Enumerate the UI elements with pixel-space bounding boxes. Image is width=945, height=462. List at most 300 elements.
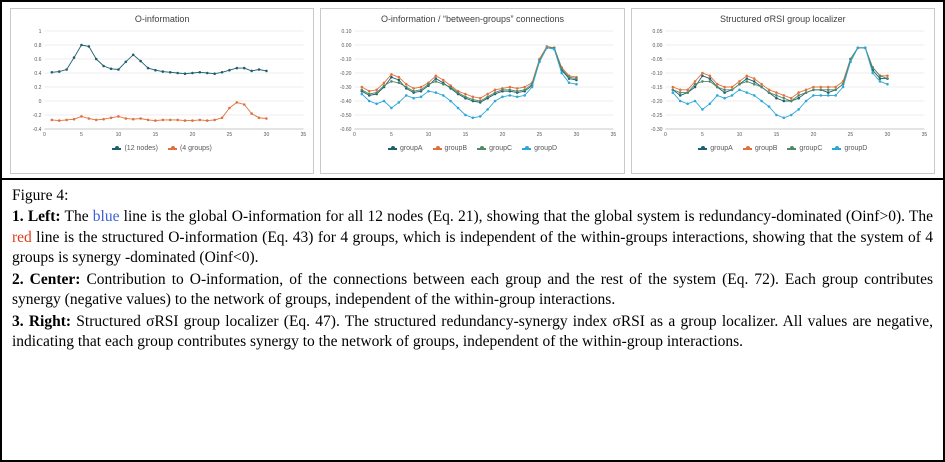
series-marker [450, 100, 453, 103]
y-tick-label: -0.20 [340, 71, 352, 78]
series-marker [886, 83, 889, 86]
series-marker [206, 72, 209, 75]
legend-label: groupA [399, 145, 423, 152]
series-marker [250, 112, 253, 115]
series-marker [730, 89, 733, 92]
series-marker [147, 119, 150, 122]
x-tick-label: 35 [300, 131, 307, 139]
series-marker [804, 91, 807, 94]
series-marker [730, 86, 733, 89]
series-marker [236, 101, 239, 104]
series-marker [132, 54, 135, 57]
y-tick-label: 0.2 [34, 85, 42, 92]
series-marker [760, 100, 763, 103]
series-marker [568, 82, 571, 85]
series-marker [797, 94, 800, 97]
series-line [362, 48, 577, 118]
y-tick-label: -0.2 [32, 113, 42, 120]
series-marker [561, 72, 564, 75]
x-tick-label: 0 [663, 131, 667, 139]
series-marker [117, 115, 120, 118]
series-marker [738, 89, 741, 92]
caption-paragraph-left [12, 207, 933, 268]
legend-swatch [388, 148, 397, 150]
series-marker [361, 93, 364, 96]
series-marker [804, 100, 807, 103]
series-marker [464, 114, 467, 117]
x-tick-label: 25 [847, 131, 853, 139]
y-tick-label: 0.8 [34, 43, 42, 50]
series-marker [398, 79, 401, 82]
x-tick-label: 15 [773, 131, 779, 139]
y-tick-label: 0.05 [652, 29, 663, 36]
series-marker [250, 70, 253, 73]
y-tick-label: -0.05 [650, 57, 663, 64]
series-marker [834, 94, 837, 97]
series-marker [413, 97, 416, 100]
series-marker [864, 47, 867, 50]
legend-swatch [112, 148, 121, 150]
series-marker [775, 97, 778, 100]
series-marker [716, 83, 719, 86]
y-tick-label: -0.30 [650, 127, 663, 134]
series-marker [753, 80, 756, 83]
legend-label: groupB [754, 145, 778, 152]
series-marker [435, 91, 438, 94]
x-tick-label: 20 [189, 131, 196, 139]
y-tick-label: -0.10 [340, 57, 352, 64]
series-marker [568, 76, 571, 79]
series-marker [775, 94, 778, 97]
series-marker [199, 119, 202, 122]
series-marker [368, 90, 371, 93]
x-tick-label: 0 [43, 131, 46, 139]
series-line [52, 45, 267, 74]
series-marker [827, 91, 830, 94]
series-marker [745, 77, 748, 80]
series-marker [782, 94, 785, 97]
series-marker [516, 87, 519, 90]
series-marker [886, 75, 889, 78]
series-marker [827, 89, 830, 92]
chart-center-svg [325, 25, 619, 143]
series-marker [132, 118, 135, 121]
series-marker [487, 96, 490, 99]
chart-left-svg [15, 25, 309, 143]
series-marker [479, 100, 482, 103]
series-marker [790, 114, 793, 117]
y-tick-label: -0.60 [340, 127, 352, 134]
series-marker [162, 70, 165, 73]
series-marker [841, 86, 844, 89]
series-marker [258, 68, 261, 71]
series-marker [782, 97, 785, 100]
series-marker [812, 86, 815, 89]
series-marker [58, 119, 61, 122]
series-marker [368, 100, 371, 103]
legend-label: groupD [534, 145, 558, 152]
series-marker [487, 93, 490, 96]
series-marker [361, 86, 364, 89]
x-tick-label: 15 [462, 131, 469, 139]
y-tick-label: -0.20 [650, 99, 663, 106]
series-marker [693, 100, 696, 103]
series-marker [745, 91, 748, 94]
series-marker [716, 94, 719, 97]
series-marker [383, 84, 386, 87]
series-marker [723, 89, 726, 92]
series-marker [730, 94, 733, 97]
x-tick-label: 35 [921, 131, 927, 139]
series-marker [95, 119, 98, 122]
series-marker [243, 103, 246, 106]
series-marker [442, 79, 445, 82]
legend-label: groupD [844, 145, 868, 152]
series-marker [420, 89, 423, 92]
caption-body [12, 207, 933, 352]
series-marker [767, 89, 770, 92]
series-marker [575, 83, 578, 86]
legend-item [388, 145, 423, 152]
caption-text: blue [92, 208, 120, 226]
y-tick-label: 0.4 [34, 71, 42, 78]
charts-row [2, 2, 943, 178]
series-marker [671, 91, 674, 94]
series-marker [95, 58, 98, 61]
series-marker [753, 83, 756, 86]
x-tick-label: 30 [573, 131, 580, 139]
series-marker [420, 96, 423, 99]
series-line [672, 48, 887, 118]
legend-item [522, 145, 557, 152]
series-marker [524, 94, 527, 97]
figure-caption [2, 180, 943, 358]
series-marker [509, 94, 512, 97]
chart-center-legend [325, 145, 619, 152]
series-marker [538, 61, 541, 64]
chart-left [10, 8, 314, 174]
legend-label: groupC [489, 145, 513, 152]
series-marker [184, 119, 187, 122]
y-tick-label: -0.25 [650, 113, 663, 120]
legend-label: (4 groups) [179, 145, 212, 152]
series-marker [139, 60, 142, 63]
caption-text: The [60, 208, 93, 226]
series-marker [405, 86, 408, 89]
series-marker [191, 119, 194, 122]
series-marker [398, 82, 401, 85]
legend-swatch [522, 148, 531, 150]
series-marker [479, 97, 482, 100]
legend-swatch [698, 148, 707, 150]
series-marker [775, 91, 778, 94]
legend-swatch [832, 148, 841, 150]
series-marker [524, 89, 527, 92]
series-marker [169, 119, 172, 122]
series-marker [390, 76, 393, 79]
series-marker [73, 118, 76, 121]
y-tick-label: -0.15 [650, 85, 663, 92]
series-marker [479, 115, 482, 118]
series-marker [790, 97, 793, 100]
series-marker [871, 72, 874, 75]
series-marker [671, 86, 674, 89]
series-marker [804, 89, 807, 92]
chart-right-svg [636, 25, 930, 143]
series-marker [849, 61, 852, 64]
x-tick-label: 30 [263, 131, 270, 139]
series-marker [812, 94, 815, 97]
series-marker [405, 83, 408, 86]
series-marker [213, 72, 216, 75]
series-marker [509, 89, 512, 92]
x-tick-label: 20 [499, 131, 506, 139]
legend-swatch [433, 148, 442, 150]
series-marker [701, 108, 704, 111]
series-line [362, 46, 577, 98]
series-marker [797, 91, 800, 94]
series-marker [376, 91, 379, 94]
series-marker [494, 100, 497, 103]
series-marker [450, 86, 453, 89]
series-marker [442, 94, 445, 97]
series-marker [435, 75, 438, 78]
series-marker [686, 91, 689, 94]
series-marker [516, 96, 519, 99]
x-tick-label: 30 [884, 131, 890, 139]
series-marker [184, 72, 187, 75]
x-tick-label: 5 [700, 131, 704, 139]
series-marker [501, 96, 504, 99]
legend-item [743, 145, 778, 152]
legend-item [112, 145, 157, 152]
series-marker [154, 119, 157, 122]
series-marker [782, 100, 785, 103]
series-marker [723, 97, 726, 100]
x-tick-label: 35 [610, 131, 617, 139]
series-marker [199, 71, 202, 74]
series-marker [221, 117, 224, 120]
series-line [52, 102, 267, 120]
series-marker [398, 101, 401, 104]
y-tick-label: 0.00 [652, 43, 663, 50]
series-marker [472, 98, 475, 101]
series-marker [531, 86, 534, 89]
series-marker [110, 117, 113, 120]
series-marker [745, 75, 748, 78]
series-marker [575, 77, 578, 80]
series-marker [176, 72, 179, 75]
series-marker [819, 89, 822, 92]
chart-right-legend [636, 145, 930, 152]
series-marker [827, 86, 830, 89]
series-marker [191, 72, 194, 75]
y-tick-label: -0.10 [650, 71, 663, 78]
series-marker [102, 118, 105, 121]
series-marker [679, 94, 682, 97]
chart-left-plot [15, 25, 309, 143]
series-marker [708, 80, 711, 83]
series-marker [701, 75, 704, 78]
series-marker [553, 48, 556, 51]
legend-item [477, 145, 512, 152]
series-marker [125, 61, 128, 64]
x-tick-label: 25 [226, 131, 233, 139]
legend-swatch [743, 148, 752, 150]
series-marker [671, 89, 674, 92]
legend-swatch [787, 148, 796, 150]
series-marker [376, 103, 379, 106]
series-marker [420, 86, 423, 89]
x-tick-label: 15 [152, 131, 159, 139]
series-marker [760, 86, 763, 89]
y-tick-label: -0.50 [340, 113, 352, 120]
series-marker [221, 71, 224, 74]
series-marker [258, 117, 261, 120]
series-marker [176, 119, 179, 122]
caption-text: line is the global O-information for all 12 nodes (Eq. 21), showing that the global system is redundancy-dominated (Oinf>0). The [119, 208, 934, 226]
chart-left-legend [15, 145, 309, 152]
y-tick-label: 0.10 [341, 29, 352, 36]
series-marker [228, 69, 231, 72]
series-marker [753, 94, 756, 97]
series-marker [546, 47, 549, 50]
series-marker [383, 100, 386, 103]
series-marker [376, 89, 379, 92]
series-marker [708, 103, 711, 106]
series-marker [760, 83, 763, 86]
series-marker [878, 80, 881, 83]
series-marker [745, 80, 748, 83]
series-marker [413, 87, 416, 90]
series-marker [390, 107, 393, 110]
x-tick-label: 0 [353, 131, 357, 139]
series-marker [368, 93, 371, 96]
series-marker [827, 94, 830, 97]
series-marker [487, 108, 490, 111]
series-marker [435, 77, 438, 80]
series-marker [154, 69, 157, 72]
series-marker [834, 89, 837, 92]
series-marker [213, 119, 216, 122]
series-marker [228, 107, 231, 110]
series-marker [265, 117, 268, 120]
series-marker [812, 89, 815, 92]
series-marker [427, 83, 430, 86]
series-marker [405, 94, 408, 97]
series-marker [856, 47, 859, 50]
series-marker [738, 80, 741, 83]
legend-item [168, 145, 212, 152]
series-marker [686, 103, 689, 106]
series-marker [516, 90, 519, 93]
series-marker [73, 56, 76, 59]
series-marker [834, 86, 837, 89]
series-marker [494, 91, 497, 94]
series-marker [524, 86, 527, 89]
series-marker [457, 91, 460, 94]
series-marker [494, 89, 497, 92]
series-marker [58, 70, 61, 73]
series-marker [819, 94, 822, 97]
y-tick-label: 0.00 [341, 43, 352, 50]
series-marker [110, 68, 113, 71]
series-marker [65, 119, 68, 122]
series-marker [723, 86, 726, 89]
series-marker [775, 114, 778, 117]
legend-item [787, 145, 822, 152]
series-marker [169, 71, 172, 74]
y-tick-label: -0.4 [32, 127, 42, 134]
caption-text: red [12, 228, 32, 246]
series-marker [693, 86, 696, 89]
series-marker [693, 83, 696, 86]
caption-text: Contribution to O-information, of the connections between each group and the rest of the system (Eq. 72). Each group contributes synergy (negative values) to the network of groups, independent of the within-group interactions. [12, 270, 933, 309]
series-marker [51, 119, 54, 122]
series-marker [686, 89, 689, 92]
series-marker [472, 96, 475, 99]
series-marker [767, 91, 770, 94]
series-marker [738, 83, 741, 86]
x-tick-label: 10 [425, 131, 432, 139]
series-marker [162, 119, 165, 122]
series-marker [390, 73, 393, 76]
series-marker [878, 77, 881, 80]
caption-lead: 1. Left: [12, 208, 61, 226]
series-marker [413, 90, 416, 93]
series-marker [878, 75, 881, 78]
series-marker [117, 68, 120, 71]
series-marker [236, 67, 239, 70]
chart-right [631, 8, 935, 174]
series-marker [243, 67, 246, 70]
series-marker [139, 117, 142, 120]
series-marker [501, 89, 504, 92]
legend-label: (12 nodes) [124, 145, 158, 152]
series-marker [265, 70, 268, 73]
legend-swatch [168, 148, 177, 150]
series-marker [708, 75, 711, 78]
y-tick-label: 1 [38, 29, 42, 36]
series-marker [51, 71, 54, 74]
chart-right-plot [636, 25, 930, 143]
series-marker [361, 89, 364, 92]
y-tick-label: -0.40 [340, 99, 352, 106]
series-line [362, 48, 577, 101]
series-marker [871, 66, 874, 69]
chart-center-plot [325, 25, 619, 143]
legend-swatch [477, 148, 486, 150]
legend-item [698, 145, 733, 152]
series-marker [464, 96, 467, 99]
caption-paragraph-center [12, 270, 933, 311]
series-marker [435, 80, 438, 83]
caption-text: line is the structured O-information (Eq. 43) for 4 groups, which is independent of the within-groups interactions, showing that the system of 4 groups is synergy -dominated (Oinf<0). [12, 228, 933, 267]
y-tick-label: 0 [38, 99, 42, 106]
series-marker [80, 44, 83, 47]
legend-item [433, 145, 468, 152]
series-marker [679, 100, 682, 103]
legend-label: groupB [444, 145, 468, 152]
series-marker [790, 100, 793, 103]
series-marker [464, 93, 467, 96]
series-marker [693, 80, 696, 83]
series-marker [102, 65, 105, 68]
chart-center-title: O-information / “between-groups” connections [380, 14, 565, 24]
series-marker [509, 86, 512, 89]
series-marker [679, 89, 682, 92]
series-marker [125, 117, 128, 120]
